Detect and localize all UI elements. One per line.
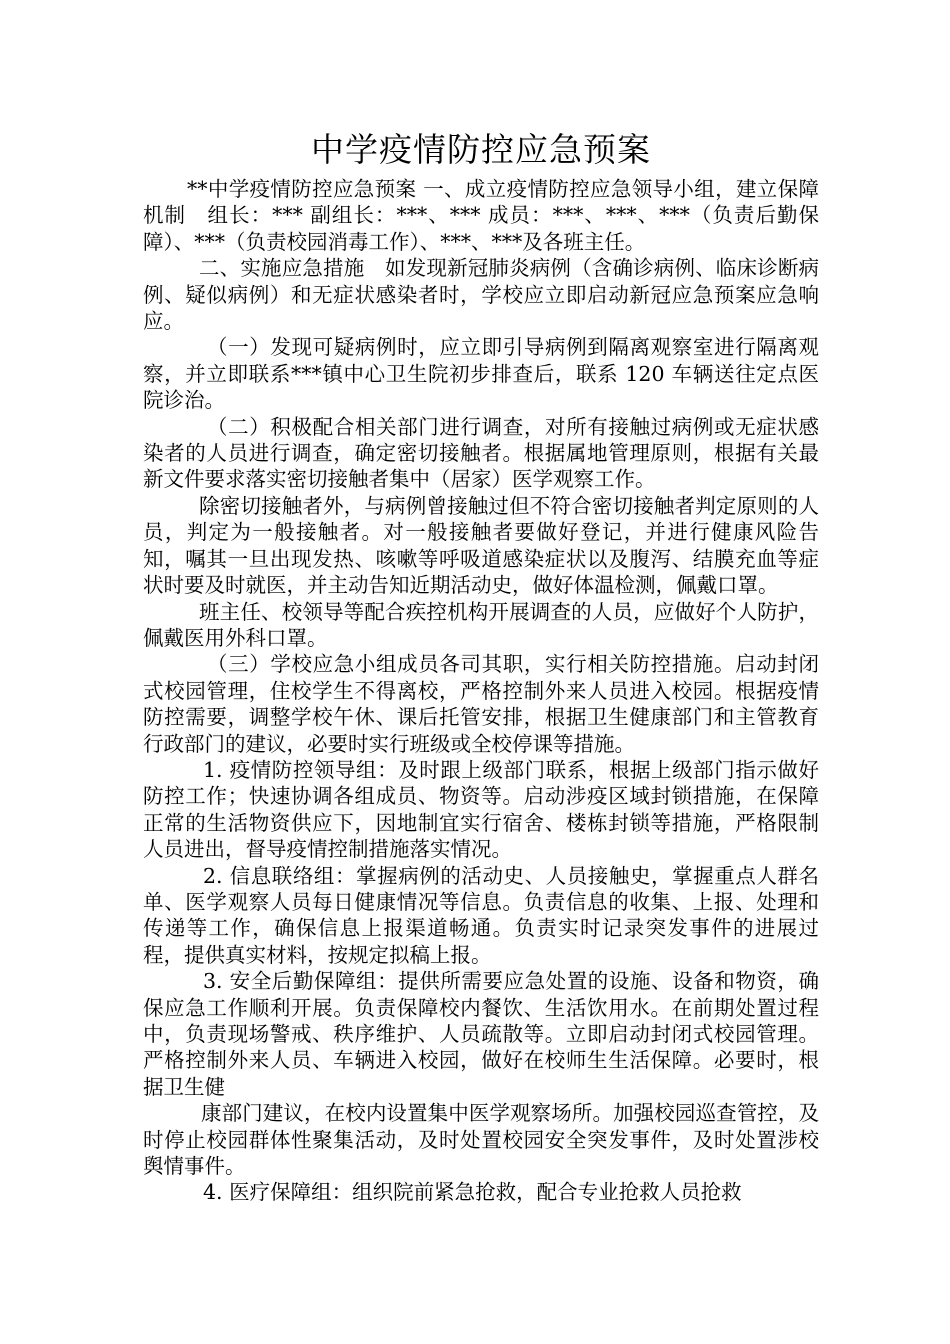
paragraph-leadership-duties: 1. 疫情防控领导组：及时跟上级部门联系，根据上级部门指示做好防控工作；快速协调各组成员、物资等。启动涉疫区域封锁措施，在保障正常的生活物资供应下，因地制宜实行宿舍、楼栋封锁等措施，严格限制人员进出，督导疫情控制措施落实情况。 (143, 757, 819, 862)
document-title: 中学疫情防控应急预案 (311, 130, 651, 169)
paragraph-investigation: （二）积极配合相关部门进行调查，对所有接触过病例或无症状感染者的人员进行调查，确定密切接触者。根据属地管理原则，根据有关最新文件要求落实密切接触者集中（居家）医学观察工作。 (143, 414, 819, 492)
paragraph-suspected-case: （一）发现可疑病例时，应立即引导病例到隔离观察室进行隔离观察，并立即联系***镇中心卫生院初步排查后，联系 120 车辆送往定点医院诊治。 (143, 335, 819, 413)
paragraph-personal-protection: 班主任、校领导等配合疾控机构开展调查的人员，应做好个人防护，佩戴医用外科口罩。 (143, 599, 819, 650)
paragraph-leadership-group: **中学疫情防控应急预案 一、成立疫情防控应急领导小组，建立保障机制 组长：*** 副组长：***、*** 成员：***、***、***（负责后勤保障）、***（负责校园消毒工作）、***、***及各班主任。 (143, 177, 819, 254)
paragraph-logistics-continued: 康部门建议，在校内设置集中医学观察场所。加强校园巡查管控，及时停止校园群体性聚集活动，及时处置校园安全突发事件，及时处置涉校舆情事件。 (143, 1101, 819, 1179)
paragraph-medical-group: 4. 医疗保障组：组织院前紧急抢救，配合专业抢救人员抢救 (203, 1180, 742, 1205)
paragraph-general-contacts: 除密切接触者外，与病例曾接触过但不符合密切接触者判定原则的人员，判定为一般接触者。对一般接触者要做好登记，并进行健康风险告知，嘱其一旦出现发热、咳嗽等呼吸道感染症状以及腹泻、结膜充血等症状时要及时就医，并主动告知近期活动史，做好体温检测，佩戴口罩。 (143, 493, 819, 598)
paragraph-information-group: 2. 信息联络组：掌握病例的活动史、人员接触史，掌握重点人群名单、医学观察人员每日健康情况等信息。负责信息的收集、上报、处理和传递等工作，确保信息上报渠道畅通。负责实时记录突发事件的进展过程，提供真实材料，按规定拟稿上报。 (143, 863, 819, 967)
paragraph-campus-control: （三）学校应急小组成员各司其职，实行相关防控措施。启动封闭式校园管理，住校学生不得离校，严格控制外来人员进入校园。根据疫情防控需要，调整学校午休、课后托管安排，根据卫生健康部门和主管教育行政部门的建议，必要时实行班级或全校停课等措施。 (143, 652, 819, 756)
paragraph-logistics-group: 3. 安全后勤保障组：提供所需要应急处置的设施、设备和物资，确保应急工作顺利开展。负责保障校内餐饮、生活饮用水。在前期处置过程中，负责现场警戒、秩序维护、人员疏散等。立即启动封闭式校园管理。严格控制外来人员、车辆进入校园，做好在校师生生活保障。必要时，根据卫生健 (143, 969, 819, 1099)
paragraph-emergency-measures: 二、实施应急措施 如发现新冠肺炎病例（含确诊病例、临床诊断病例、疑似病例）和无症状感染者时，学校应立即启动新冠应急预案应急响应。 (143, 256, 819, 334)
document-page (143, 128, 819, 1206)
